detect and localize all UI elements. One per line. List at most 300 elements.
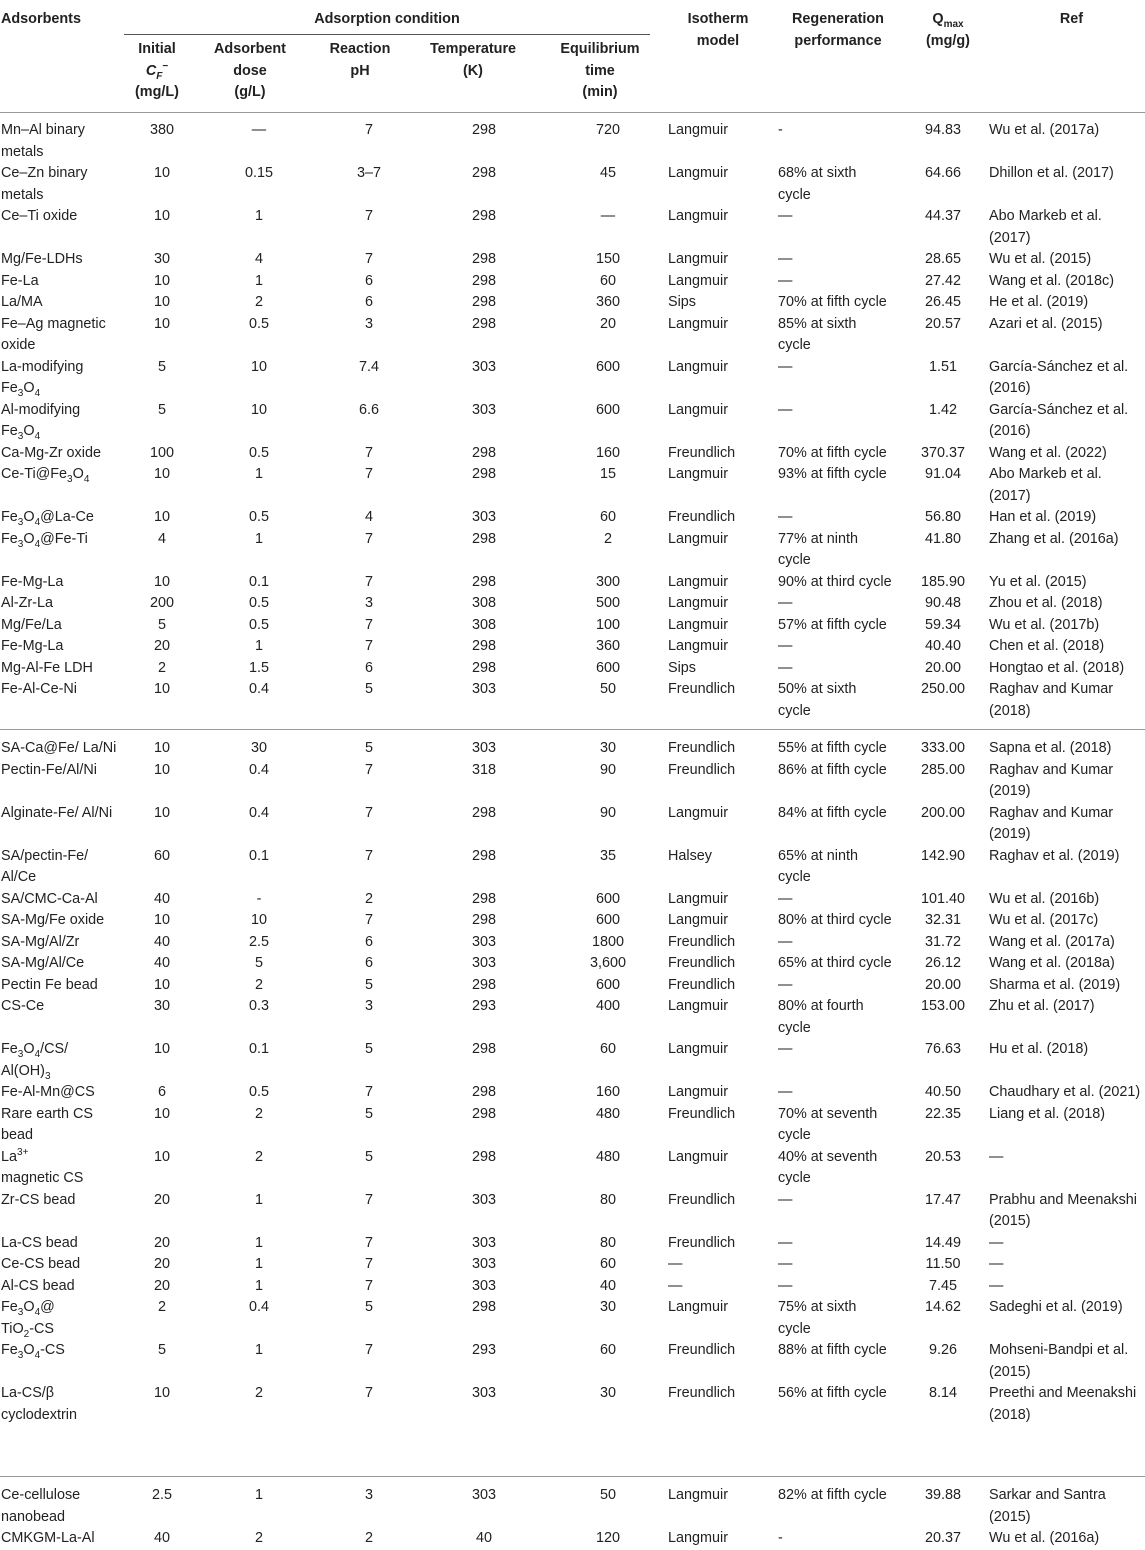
ph-cell: 6.6 [358,401,379,418]
equilibrium-time-cell: 2 [603,530,612,547]
table-row [0,1233,1145,1255]
regeneration-cell: — [778,638,793,654]
ph-cell: 7 [364,1342,373,1358]
ref-cell: Preethi and Meenakshi (2018) [989,1385,1137,1423]
table-row [0,953,1145,975]
ref-cell: Zhou et al. (2018) [989,595,1103,611]
adsorbent-part: O [23,530,35,547]
adsorbent-name: SA/CMC-Ca-Al [1,890,98,907]
initial-conc-cell: 10 [153,165,170,181]
adsorbent-name: La/MA [1,294,43,310]
ref-cell: Prabhu and Meenakshi (2015) [989,1191,1138,1229]
ref-cell: Liang et al. (2018) [989,1105,1106,1122]
adsorbent-cell [0,636,124,658]
adsorbent-cell [0,120,124,163]
ph-cell: 3 [364,595,373,611]
ref-cell: Yu et al. (2015) [989,573,1087,590]
header-regeneration-performance: Regeneration performance [792,11,884,49]
temperature-cell: 318 [471,761,496,778]
equilibrium-time-cell: 80 [599,1234,616,1251]
equilibrium-time-cell: 80 [599,1191,616,1208]
table-row [0,1039,1145,1082]
qmax-cell: 250.00 [920,681,965,697]
regeneration-cell: 80% at fourth cycle [778,998,864,1036]
temperature-cell: 303 [471,1385,496,1401]
equilibrium-time-cell: 50 [599,681,616,697]
temperature-cell: 303 [471,1487,496,1503]
adsorbent-sub: 4 [34,1048,41,1060]
isotherm-cell: Freundlich [668,681,736,697]
qmax-cell: 27.42 [924,272,961,289]
temperature-cell: 298 [471,272,496,289]
regeneration-cell: — [778,595,793,611]
qmax-cell: 20.37 [924,1530,961,1546]
isotherm-cell: — [668,1256,683,1272]
qmax-cell: 185.90 [920,573,965,590]
adsorbent-name: Fe-Mg-La [1,638,64,654]
adsorbent-cell [0,572,124,594]
adsorbent-cell [0,292,124,314]
adsorbent-sub: 4 [34,387,41,399]
initial-conc-cell: 10 [153,681,170,697]
ref-cell: Wang et al. (2018c) [989,272,1115,289]
equilibrium-time-cell: 360 [595,638,620,654]
initial-conc-cell: 10 [153,1148,170,1165]
initial-conc-cell: 20 [153,638,170,654]
initial-conc-cell: 2.5 [151,1487,172,1503]
ref-cell: Wu et al. (2016a) [989,1530,1100,1546]
qmax-cell: 31.72 [924,933,961,950]
initial-conc-cell: 10 [153,740,170,756]
qmax-cell: 1.42 [928,401,957,418]
dose-cell: 2 [254,976,263,993]
regeneration-cell: — [778,509,793,525]
table-row [0,249,1145,271]
adsorbent-part: O [23,509,35,525]
dose-cell: 1 [254,1487,263,1503]
ph-cell: 6 [364,659,373,676]
dose-cell: 5 [254,955,263,971]
temperature-cell: 298 [471,976,496,993]
adsorbent-cell [0,996,124,1039]
temperature-cell: 298 [471,890,496,907]
dose-cell: 2 [254,1148,263,1165]
adsorbent-cell [0,738,124,760]
adsorbent-name: Rare earth CS bead [1,1105,93,1143]
temperature-cell: 303 [471,1234,496,1251]
regeneration-cell: 90% at third cycle [778,573,892,590]
initial-conc-cell: 5 [157,1342,166,1358]
isotherm-cell: Freundlich [668,509,736,525]
qmax-cell: 40.50 [924,1084,961,1100]
adsorbent-cell [0,1082,124,1104]
regeneration-cell: — [778,208,793,224]
temperature-cell: 298 [471,208,496,224]
header-adsorbents: Adsorbents [1,11,81,27]
isotherm-cell: Freundlich [668,1385,736,1401]
ph-cell: 7 [364,1277,373,1294]
dose-cell: 1 [254,1277,263,1294]
adsorbent-name: Mg/Fe/La [1,616,62,633]
equilibrium-time-cell: 600 [595,890,620,907]
adsorbent-name: Fe-Mg-La [1,573,64,590]
qmax-cell: 26.12 [924,955,961,971]
adsorbent-name: Ce-CS bead [1,1256,81,1272]
equilibrium-time-cell: 100 [595,616,620,633]
regeneration-cell: — [778,1041,793,1057]
ph-cell: 7 [364,122,373,138]
table-row [0,271,1145,293]
dose-cell: 1 [254,1342,263,1358]
ref-cell: — [989,1148,1004,1165]
adsorbent-part: TiO [1,1320,24,1337]
isotherm-cell: Langmuir [668,165,728,181]
table-row [0,400,1145,443]
adsorbent-sub: 4 [34,538,41,550]
table-row [0,975,1145,997]
group-biopolymer-composites [0,738,1145,1426]
initial-conc-cell: 20 [153,1191,170,1208]
adsorbent-sub: 3 [67,473,73,485]
isotherm-cell: Langmuir [668,1041,728,1057]
ph-cell: 6 [364,272,373,289]
temperature-cell: 298 [471,912,496,928]
qmax-cell: 200.00 [920,804,965,821]
qmax-cell: 20.00 [924,976,961,993]
equilibrium-time-cell: 30 [599,740,616,756]
adsorbent-sub: 3 [44,1070,51,1082]
initial-conc-cell: 2 [157,1299,166,1315]
ph-cell: 7.4 [358,358,379,375]
ph-cell: 2 [364,1530,373,1546]
adsorbent-part: -CS [40,1342,65,1358]
ref-cell: Sarkar and Santra (2015) [989,1487,1106,1525]
ph-cell: 7 [364,761,373,778]
ph-cell: 5 [364,1148,373,1165]
table-row [0,1104,1145,1147]
table-row [0,910,1145,932]
adsorbent-cell [0,271,124,293]
adsorbent-name: Fe [1,1342,18,1358]
qmax-cell: 153.00 [920,998,965,1014]
table-row [0,507,1145,529]
equilibrium-time-cell: 40 [599,1277,616,1294]
initial-conc-cell: 5 [157,358,166,375]
regeneration-cell: — [778,358,793,375]
dose-cell: 1.5 [248,659,269,676]
qmax-cell: 20.00 [924,659,961,676]
ref-cell: — [989,1234,1004,1251]
adsorbent-sub: 2 [23,1328,30,1340]
adsorbent-name: Ce–Zn binary metals [1,165,88,203]
ref-cell: García-Sánchez et al. (2016) [989,401,1129,439]
ph-cell: 7 [364,638,373,654]
qmax-cell: 285.00 [920,761,965,778]
isotherm-cell: Langmuir [668,595,728,611]
adsorbent-cell [0,1104,124,1147]
ref-cell: He et al. (2019) [989,294,1089,310]
adsorbent-cell [0,846,124,889]
ph-cell: 7 [364,1256,373,1272]
initial-conc-cell: 6 [157,1084,166,1100]
adsorbent-part: O [23,1299,35,1315]
isotherm-cell: Langmuir [668,890,728,907]
dose-cell: 0.5 [248,315,269,332]
adsorbent-part: @ [40,1299,55,1315]
temperature-cell: 298 [471,638,496,654]
ph-cell: 5 [364,1299,373,1315]
regeneration-cell: 82% at fifth cycle [778,1487,887,1503]
equilibrium-time-cell: 120 [595,1530,620,1546]
adsorbent-part: O [23,380,35,396]
equilibrium-time-cell: 60 [599,272,616,289]
ph-cell: 6 [364,294,373,310]
equilibrium-time-cell: — [600,208,616,224]
ph-cell: 7 [364,251,373,267]
table-row [0,206,1145,249]
initial-conc-cell: 10 [153,294,170,310]
isotherm-cell: Langmuir [668,530,728,547]
regeneration-cell: 56% at fifth cycle [778,1385,887,1401]
adsorbent-cell [0,529,124,572]
initial-conc-cell: 4 [157,530,166,547]
dose-cell: 0.5 [248,595,269,611]
adsorbent-cell [0,1254,124,1276]
isotherm-cell: Freundlich [668,1342,736,1358]
qmax-cell: 9.26 [928,1342,957,1358]
ref-cell: — [989,1277,1004,1294]
table-row [0,1383,1145,1426]
table-row [0,443,1145,465]
ph-cell: 7 [364,912,373,928]
isotherm-cell: Langmuir [668,358,728,375]
equilibrium-time-cell: 45 [599,165,616,181]
regeneration-cell: - [778,122,783,138]
initial-conc-cell: 20 [153,1234,170,1251]
ph-cell: 7 [364,444,373,461]
qmax-cell: 40.40 [924,638,961,654]
ph-cell: 7 [364,847,373,864]
ref-cell: Wu et al. (2017c) [989,912,1099,928]
adsorbent-name: Al-CS bead [1,1277,75,1294]
isotherm-cell: Freundlich [668,1234,736,1251]
temperature-cell: 303 [471,509,496,525]
ref-cell: Abo Markeb et al. (2017) [989,466,1102,504]
table-row [0,572,1145,594]
adsorbent-name: Ca-Mg-Zr oxide [1,444,101,461]
initial-conc-cell: 10 [153,804,170,821]
adsorbent-cell [0,975,124,997]
adsorbent-sub: 4 [34,516,41,528]
isotherm-cell: Langmuir [668,998,728,1014]
adsorbent-cell [0,357,124,400]
dose-cell: 0.1 [248,847,269,864]
adsorbent-name: Fe [1,1041,18,1057]
regeneration-cell: 50% at sixth cycle [778,681,857,719]
initial-conc-cell: 2 [157,659,166,676]
equilibrium-time-cell: 600 [595,976,620,993]
isotherm-cell: Langmuir [668,804,728,821]
equilibrium-time-cell: 60 [599,1041,616,1057]
isotherm-cell: Langmuir [668,1530,728,1546]
equilibrium-time-cell: 600 [595,401,620,418]
adsorbent-sub: 4 [34,430,41,442]
isotherm-cell: Sips [668,294,696,310]
adsorbent-sub: 3 [17,1349,24,1361]
ph-cell: 3 [364,315,373,332]
ph-cell: 7 [364,573,373,590]
equilibrium-time-cell: 480 [595,1148,620,1165]
dose-cell: 2 [254,294,263,310]
header-qmax: $Q_{max}$ (mg/g) [926,11,970,49]
qmax-cell: 333.00 [920,740,965,756]
equilibrium-time-cell: 35 [599,847,616,864]
qmax-cell: 20.57 [924,315,961,332]
regeneration-cell: — [778,659,793,676]
initial-conc-cell: 100 [149,444,174,461]
equilibrium-time-cell: 400 [595,998,620,1014]
dose-cell: 0.5 [248,616,269,633]
ph-cell: 5 [364,1105,373,1122]
initial-conc-cell: 5 [157,401,166,418]
isotherm-cell: Sips [668,659,696,676]
dose-cell: 1 [254,1256,263,1272]
equilibrium-time-cell: 600 [595,912,620,928]
adsorbent-name: La-CS bead [1,1234,78,1251]
ph-cell: 7 [364,466,373,482]
adsorbent-name: Ce-cellulose nanobead [1,1487,81,1525]
adsorbent-cell [0,314,124,357]
isotherm-cell: Halsey [668,847,712,864]
regeneration-cell: 68% at sixth cycle [778,165,857,203]
adsorbent-cell [0,400,124,443]
temperature-cell: 303 [471,358,496,375]
regeneration-cell: 40% at seventh cycle [778,1148,878,1186]
regeneration-cell: — [778,933,793,950]
dose-cell: 0.4 [248,804,269,821]
adsorbent-name: Pectin-Fe/Al/Ni [1,761,97,778]
initial-conc-cell: 380 [149,122,174,138]
temperature-cell: 303 [471,1277,496,1294]
equilibrium-time-cell: 50 [599,1487,616,1503]
ph-cell: 5 [364,1041,373,1057]
ph-cell: 7 [364,804,373,821]
adsorbent-cell [0,889,124,911]
initial-conc-cell: 30 [153,251,170,267]
adsorbent-cell [0,1485,124,1528]
initial-conc-cell: 10 [153,315,170,332]
table-row [0,889,1145,911]
regeneration-cell: — [778,1084,793,1100]
equilibrium-time-cell: 600 [595,358,620,375]
dose-cell: 10 [250,358,267,375]
equilibrium-time-cell: 30 [599,1299,616,1315]
isotherm-cell: Langmuir [668,573,728,590]
isotherm-cell: Langmuir [668,401,728,418]
initial-conc-cell: 5 [157,616,166,633]
adsorbent-name: La [1,1148,18,1165]
isotherm-cell: Freundlich [668,976,736,993]
qmax-cell: 14.62 [924,1299,961,1315]
adsorbent-cell [0,163,124,206]
dose-cell: 0.1 [248,573,269,590]
table-row [0,120,1145,163]
dose-cell: 0.5 [248,509,269,525]
adsorbent-cell [0,1340,124,1383]
regeneration-cell: 70% at seventh cycle [778,1105,878,1143]
adsorbent-part: /CS/ [40,1041,69,1057]
isotherm-cell: Langmuir [668,1148,728,1165]
initial-conc-cell: 30 [153,998,170,1014]
qmax-cell: 17.47 [924,1191,961,1208]
ref-cell: Zhang et al. (2016a) [989,530,1119,547]
ph-cell: 6 [364,933,373,950]
table-row [0,803,1145,846]
adsorbent-name: Ce-Ti@Fe [1,466,68,482]
dose-cell: 0.3 [248,998,269,1014]
isotherm-cell: Langmuir [668,122,728,138]
table-row [0,658,1145,680]
ph-cell: 2 [364,890,373,907]
temperature-cell: 298 [471,804,496,821]
ref-cell: Wu et al. (2015) [989,251,1092,267]
regeneration-cell: — [778,1191,793,1208]
header-adsorption-condition: Adsorption condition [314,11,460,27]
adsorbent-name: SA/pectin-Fe/ Al/Ce [1,847,89,885]
qmax-cell: 7.45 [928,1277,957,1294]
table-row [0,615,1145,637]
adsorbent-sub: 3 [17,516,24,528]
qmax-cell: 142.90 [920,847,965,864]
adsorbent-cell [0,1147,124,1190]
header-ref: Ref [1059,11,1084,27]
adsorbent-sub: 3 [17,1306,24,1318]
ph-cell: 3–7 [356,165,381,181]
regeneration-cell: 55% at fifth cycle [778,740,887,756]
regeneration-cell: — [778,1277,793,1294]
dose-cell: 0.4 [248,1299,269,1315]
temperature-cell: 298 [471,847,496,864]
isotherm-cell: Langmuir [668,1084,728,1100]
adsorbent-cell [0,760,124,803]
table-row [0,1528,1145,1550]
qmax-cell: 11.50 [925,1256,961,1272]
isotherm-cell: Freundlich [668,740,736,756]
dose-cell: 2 [254,1530,263,1546]
ref-cell: Han et al. (2019) [989,509,1097,525]
table-row [0,738,1145,760]
equilibrium-time-cell: 1800 [591,933,624,950]
table-row [0,1485,1145,1528]
header-bottom-rule [0,112,1145,113]
temperature-cell: 298 [471,659,496,676]
adsorbent-name: Pectin Fe bead [1,976,98,993]
equilibrium-time-cell: 360 [595,294,620,310]
equilibrium-time-cell: 60 [599,1256,616,1272]
ph-cell: 4 [364,509,373,525]
temperature-cell: 298 [471,444,496,461]
equilibrium-time-cell: 480 [595,1105,620,1122]
temperature-cell: 298 [471,466,496,482]
initial-conc-cell: 40 [153,890,170,907]
temperature-cell: 308 [471,616,496,633]
equilibrium-time-cell: 30 [599,1385,616,1401]
table-row [0,846,1145,889]
ref-cell: Sapna et al. (2018) [989,740,1112,756]
ref-cell: Wang et al. (2018a) [989,955,1115,971]
ph-cell: 7 [364,1191,373,1208]
dose-cell: 1 [254,530,263,547]
